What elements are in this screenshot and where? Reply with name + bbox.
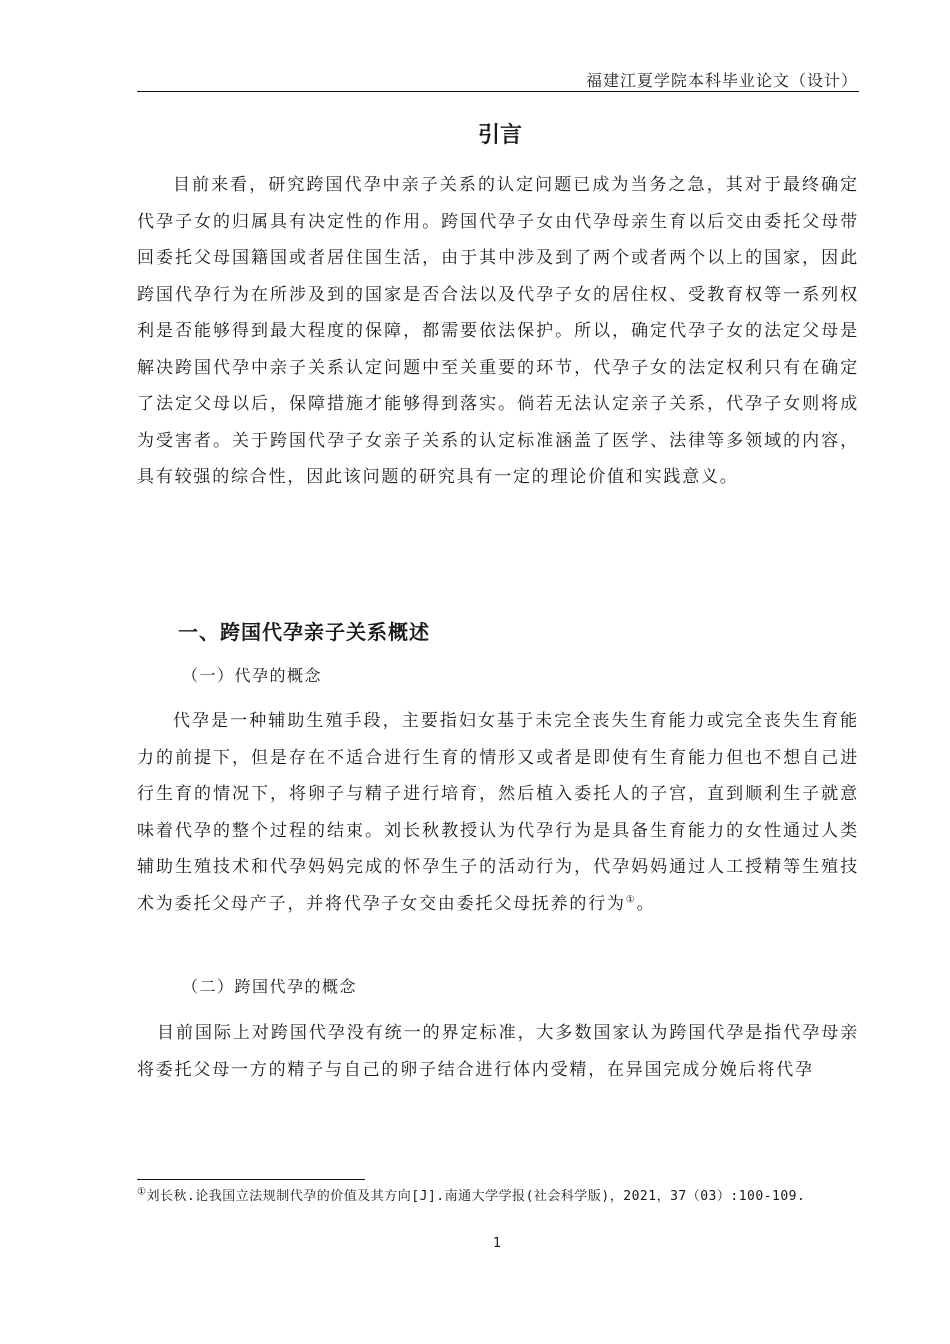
footnote <box>137 1186 859 1208</box>
surrogacy-concept-paragraph <box>137 703 859 922</box>
sentence-end: 。 <box>636 893 656 914</box>
intro-paragraph: 目前来看，研究跨国代孕中亲子关系的认定问题已成为当务之急，其对于最终确定代孕子女的归属具有决定性的作用。跨国代孕子女由代孕母亲生育以后交由委托父母带回委托父母国籍国或者居住国生活，由于其中涉及到了两个或者两个以上的国家，因此跨国代孕行为在所涉及到的国家是否合法以及代孕子女的居住权、受教育权等一系列权利是否能够得到最大程度的保障，都需要依法保护。所以，确定代孕子女的法定父母是解决跨国代孕中亲子关系认定问题中至关重要的环节，代孕子女的法定权利只有在确定了法定父母以后，保障措施才能够得到落实。倘若无法认定亲子关系，代孕子女则将成为受害者。关于跨国代孕子女亲子关系的认定标准涵盖了医学、法律等多领域的内容，具有较强的综合性，因此该问题的研究具有一定的理论价值和实践意义。 <box>137 175 859 487</box>
transnational-surrogacy-paragraph: 目前国际上对跨国代孕没有统一的界定标准，大多数国家认为跨国代孕是指代孕母亲将委托父母一方的精子与自己的卵子结合进行体内受精，在异国完成分娩后将代孕 <box>137 1023 859 1080</box>
footnote-text: 刘长秋.论我国立法规制代孕的价值及其方向[J].南通大学学报(社会科学版)，2021，37（03）:100-109. <box>146 1189 806 1204</box>
running-header: 福建江夏学院本科毕业论文（设计） <box>585 71 858 90</box>
surrogacy-concept-text: 代孕是一种辅助生殖手段，主要指妇女基于未完全丧失生育能力或完全丧失生育能力的前提下，但是存在不适合进行生育的情形又或者是即使有生育能力但也不想自己进行生育的情况下，将卵子与精子进行培育，然后植入委托人的子宫，直到顺利生子就意味着代孕的整个过程的结束。刘长秋教授认为代孕行为是具备生育能力的女性通过人类辅助生殖技术和代孕妈妈完成的怀孕生子的活动行为，代孕妈妈通过人工授精等生殖技术为委托父母产子，并将代孕子女交由委托父母抚养的行为 <box>137 711 859 914</box>
footnote-divider <box>137 1179 365 1180</box>
subsection-heading-1: （一）代孕的概念 <box>182 666 323 685</box>
header-divider <box>137 91 859 92</box>
subsection-heading-2: （二）跨国代孕的概念 <box>182 977 358 996</box>
section-heading-1: 一、跨国代孕亲子关系概述 <box>178 620 430 644</box>
page-title: 引言 <box>477 123 522 148</box>
page-number: 1 <box>493 1236 502 1251</box>
footnote-reference[interactable]: ① <box>625 893 637 905</box>
footnote-mark: ① <box>137 1186 147 1198</box>
